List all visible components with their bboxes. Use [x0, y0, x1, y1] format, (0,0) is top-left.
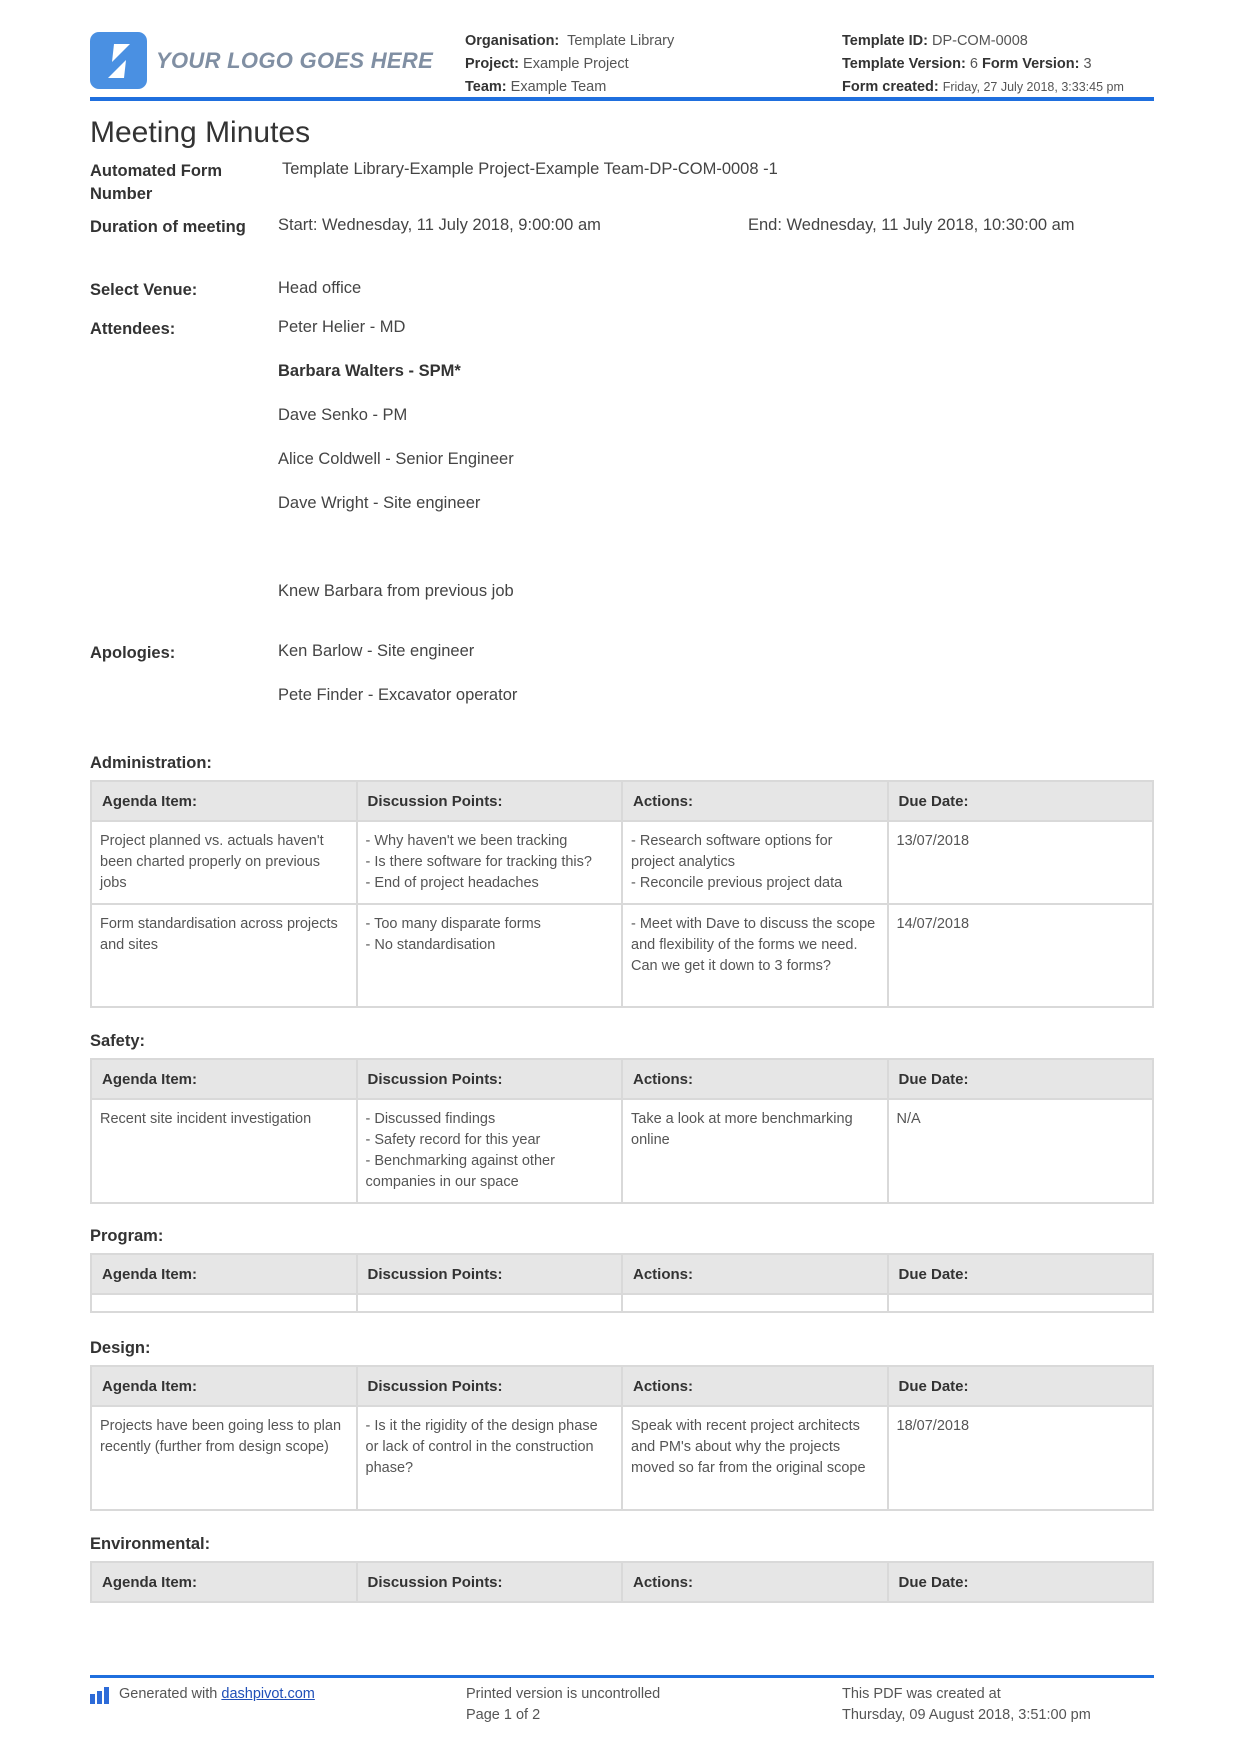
dashpivot-link[interactable]: dashpivot.com	[221, 1686, 315, 1702]
due-date-cell: 14/07/2018	[889, 905, 1153, 1006]
section-title-design: Design:	[90, 1339, 151, 1357]
footer-created-info	[842, 1684, 1091, 1726]
header-agenda-item: Agenda Item:	[92, 782, 356, 820]
form-number-label: Automated Form Number	[90, 162, 222, 203]
meeting-start: Start: Wednesday, 11 July 2018, 9:00:00 am	[278, 216, 601, 234]
table-row	[92, 822, 1152, 903]
due-date-cell	[889, 1295, 1153, 1311]
header-agenda-item: Agenda Item:	[92, 1060, 356, 1098]
program-table	[90, 1253, 1154, 1313]
table-header-row	[92, 1563, 1152, 1601]
logo-text: YOUR LOGO GOES HERE	[156, 47, 434, 73]
form-version-label: Form Version:	[981, 56, 1080, 72]
agenda-item-cell: Form standardisation across projects and sites	[92, 905, 356, 1006]
header-actions: Actions:	[623, 1255, 887, 1293]
attendee-item: Barbara Walters - SPM*	[278, 362, 461, 380]
attendee-item: Dave Senko - PM	[278, 406, 408, 424]
attendee-note: Knew Barbara from previous job	[278, 582, 514, 600]
document-header	[90, 30, 1154, 100]
created-prefix: This PDF was created at	[842, 1686, 1001, 1702]
header-actions: Actions:	[623, 1563, 887, 1601]
due-date-cell: N/A	[889, 1100, 1153, 1202]
header-due-date: Due Date:	[889, 1060, 1153, 1098]
team-value: Example Team	[510, 79, 607, 95]
due-date-cell: 13/07/2018	[889, 822, 1153, 903]
generated-prefix: Generated with	[119, 1686, 218, 1702]
header-agenda-item: Agenda Item:	[92, 1563, 356, 1601]
table-header-row	[92, 1255, 1152, 1293]
table-header-row	[92, 1060, 1152, 1098]
template-version-value: 6	[969, 56, 978, 72]
template-id-label: Template ID:	[842, 33, 928, 49]
page-title: Meeting Minutes	[90, 116, 311, 149]
footer-divider	[90, 1675, 1154, 1678]
discussion-points-cell: - Why haven't we been tracking - Is there software for tracking this? - End of project headaches	[358, 822, 622, 903]
header-agenda-item: Agenda Item:	[92, 1255, 356, 1293]
header-discussion-points: Discussion Points:	[358, 1060, 622, 1098]
attendee-item: Peter Helier - MD	[278, 318, 406, 336]
actions-cell: Take a look at more benchmarking online	[623, 1100, 887, 1202]
table-row	[92, 905, 1152, 1006]
section-title-administration: Administration:	[90, 754, 212, 772]
header-discussion-points: Discussion Points:	[358, 1367, 622, 1405]
section-title-safety: Safety:	[90, 1032, 146, 1050]
header-divider	[90, 97, 1154, 101]
agenda-item-cell: Recent site incident investigation	[92, 1100, 356, 1202]
actions-cell: - Research software options for project analytics - Reconcile previous project data	[623, 822, 887, 903]
meeting-end: End: Wednesday, 11 July 2018, 10:30:00 am	[748, 216, 1075, 234]
header-actions: Actions:	[623, 782, 887, 820]
form-created-value: Friday, 27 July 2018, 3:33:45 pm	[942, 80, 1124, 94]
duration-label: Duration of meeting	[90, 218, 246, 236]
form-created-label: Form created:	[842, 79, 939, 95]
environmental-table	[90, 1561, 1154, 1603]
administration-table	[90, 780, 1154, 1008]
project-value: Example Project	[523, 56, 629, 72]
apology-item: Pete Finder - Excavator operator	[278, 686, 518, 704]
page-number: Page 1 of 2	[466, 1707, 541, 1723]
logo-icon	[90, 32, 147, 89]
attendees-label: Attendees:	[90, 320, 176, 338]
organisation-label: Organisation:	[465, 33, 560, 49]
header-due-date: Due Date:	[889, 1255, 1153, 1293]
table-header-row	[92, 1367, 1152, 1405]
attendee-item: Alice Coldwell - Senior Engineer	[278, 450, 514, 468]
template-id-value: DP-COM-0008	[931, 33, 1028, 49]
header-template-info	[842, 30, 1124, 99]
discussion-points-cell: - Is it the rigidity of the design phase or lack of control in the construction phase?	[358, 1407, 622, 1509]
form-number-value: Template Library-Example Project-Example Team-DP-COM-0008 -1	[282, 160, 778, 178]
agenda-item-cell: Projects have been going less to plan recently (further from design scope)	[92, 1407, 356, 1509]
section-title-program: Program:	[90, 1227, 164, 1245]
table-header-row	[92, 782, 1152, 820]
header-agenda-item: Agenda Item:	[92, 1367, 356, 1405]
template-version-label: Template Version:	[842, 56, 966, 72]
table-row	[92, 1295, 1152, 1311]
header-actions: Actions:	[623, 1367, 887, 1405]
header-due-date: Due Date:	[889, 1367, 1153, 1405]
project-label: Project:	[465, 56, 519, 72]
header-project-info	[465, 30, 674, 99]
header-actions: Actions:	[623, 1060, 887, 1098]
actions-cell: Speak with recent project architects and PM's about why the projects moved so far from the original scope	[623, 1407, 887, 1509]
table-row	[92, 1407, 1152, 1509]
organisation-value: Template Library	[567, 33, 675, 49]
form-version-value: 3	[1083, 56, 1092, 72]
header-discussion-points: Discussion Points:	[358, 1255, 622, 1293]
agenda-item-cell: Project planned vs. actuals haven't been charted properly on previous jobs	[92, 822, 356, 903]
created-timestamp: Thursday, 09 August 2018, 3:51:00 pm	[842, 1707, 1091, 1723]
attendee-item: Dave Wright - Site engineer	[278, 494, 481, 512]
due-date-cell: 18/07/2018	[889, 1407, 1153, 1509]
footer-page-info	[466, 1684, 660, 1726]
venue-label: Select Venue:	[90, 281, 198, 299]
agenda-item-cell	[92, 1295, 356, 1311]
section-title-environmental: Environmental:	[90, 1535, 211, 1553]
apologies-label: Apologies:	[90, 644, 176, 662]
discussion-points-cell: - Too many disparate forms - No standardisation	[358, 905, 622, 1006]
actions-cell	[623, 1295, 887, 1311]
dashpivot-icon	[90, 1686, 113, 1711]
header-discussion-points: Discussion Points:	[358, 782, 622, 820]
actions-cell: - Meet with Dave to discuss the scope and flexibility of the forms we need. Can we get it down to 3 forms?	[623, 905, 887, 1006]
header-due-date: Due Date:	[889, 782, 1153, 820]
design-table	[90, 1365, 1154, 1511]
table-row	[92, 1100, 1152, 1202]
header-discussion-points: Discussion Points:	[358, 1563, 622, 1601]
discussion-points-cell	[358, 1295, 622, 1311]
venue-value: Head office	[278, 279, 362, 297]
header-due-date: Due Date:	[889, 1563, 1153, 1601]
team-label: Team:	[465, 79, 507, 95]
uncontrolled-note: Printed version is uncontrolled	[466, 1686, 661, 1702]
discussion-points-cell: - Discussed findings - Safety record for this year - Benchmarking against other companies in our space	[358, 1100, 622, 1202]
company-logo	[90, 32, 433, 89]
footer-generated	[90, 1684, 315, 1711]
apology-item: Ken Barlow - Site engineer	[278, 642, 475, 660]
safety-table	[90, 1058, 1154, 1204]
